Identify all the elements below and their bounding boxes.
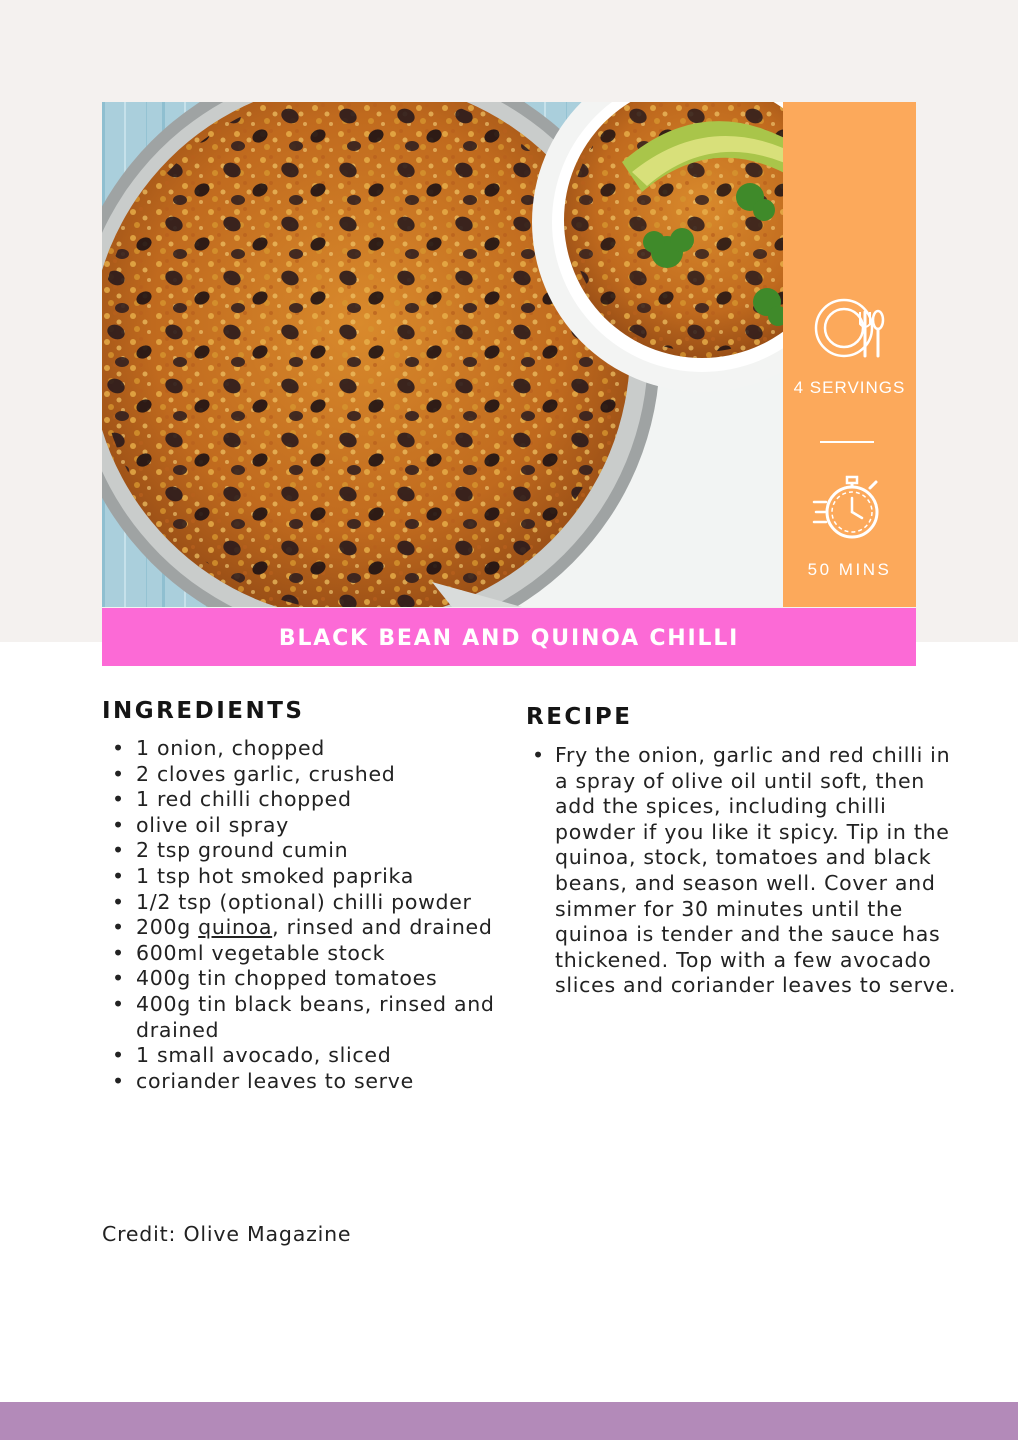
ingredients-heading: INGREDIENTS bbox=[102, 698, 305, 724]
cook-time-label: 50 MINS bbox=[807, 560, 892, 579]
recipe-method-list bbox=[522, 743, 962, 999]
quinoa-link[interactable]: quinoa bbox=[198, 915, 273, 940]
list-item: • 1 onion, chopped bbox=[102, 736, 502, 762]
recipe-photo bbox=[102, 102, 783, 607]
plate-cutlery-icon bbox=[814, 292, 886, 364]
credit-line: Credit: Olive Magazine bbox=[102, 1222, 352, 1246]
list-item: • 1 small avocado, sliced bbox=[102, 1043, 502, 1069]
list-item: • coriander leaves to serve bbox=[102, 1069, 502, 1095]
quinoa-prep: , rinsed and drained bbox=[272, 915, 493, 940]
stopwatch-icon bbox=[812, 470, 888, 546]
servings-label: 4 SERVINGS bbox=[793, 378, 906, 397]
footer-bar bbox=[0, 1402, 1018, 1440]
method-step: • Fry the onion, garlic and red chilli in a spray of olive oil until soft, then add the spices, including chilli powder if you like it spicy. Tip in the quinoa, stock, tomatoes and black beans, and season well. Cover and simmer for 30 minutes until the quinoa is tender and the sauce has thickened. Top with a few avocado slices and coriander leaves to serve. bbox=[522, 743, 962, 999]
list-item bbox=[102, 915, 502, 941]
panel-divider bbox=[820, 441, 874, 443]
list-item: • olive oil spray bbox=[102, 813, 502, 839]
list-item: • 600ml vegetable stock bbox=[102, 941, 502, 967]
list-item: • 400g tin black beans, rinsed and drained bbox=[102, 992, 502, 1043]
recipe-info-panel bbox=[783, 102, 916, 607]
list-item: • 2 cloves garlic, crushed bbox=[102, 762, 502, 788]
quinoa-amount: 200g bbox=[136, 915, 199, 940]
list-item: • 2 tsp ground cumin bbox=[102, 838, 502, 864]
list-item: • 400g tin chopped tomatoes bbox=[102, 966, 502, 992]
list-item: • 1 red chilli chopped bbox=[102, 787, 502, 813]
recipe-heading: RECIPE bbox=[526, 704, 633, 730]
list-item: • 1/2 tsp (optional) chilli powder bbox=[102, 890, 502, 916]
list-item: • 1 tsp hot smoked paprika bbox=[102, 864, 502, 890]
recipe-title: BLACK BEAN AND QUINOA CHILLI bbox=[102, 608, 916, 666]
ingredients-list bbox=[102, 736, 502, 1094]
